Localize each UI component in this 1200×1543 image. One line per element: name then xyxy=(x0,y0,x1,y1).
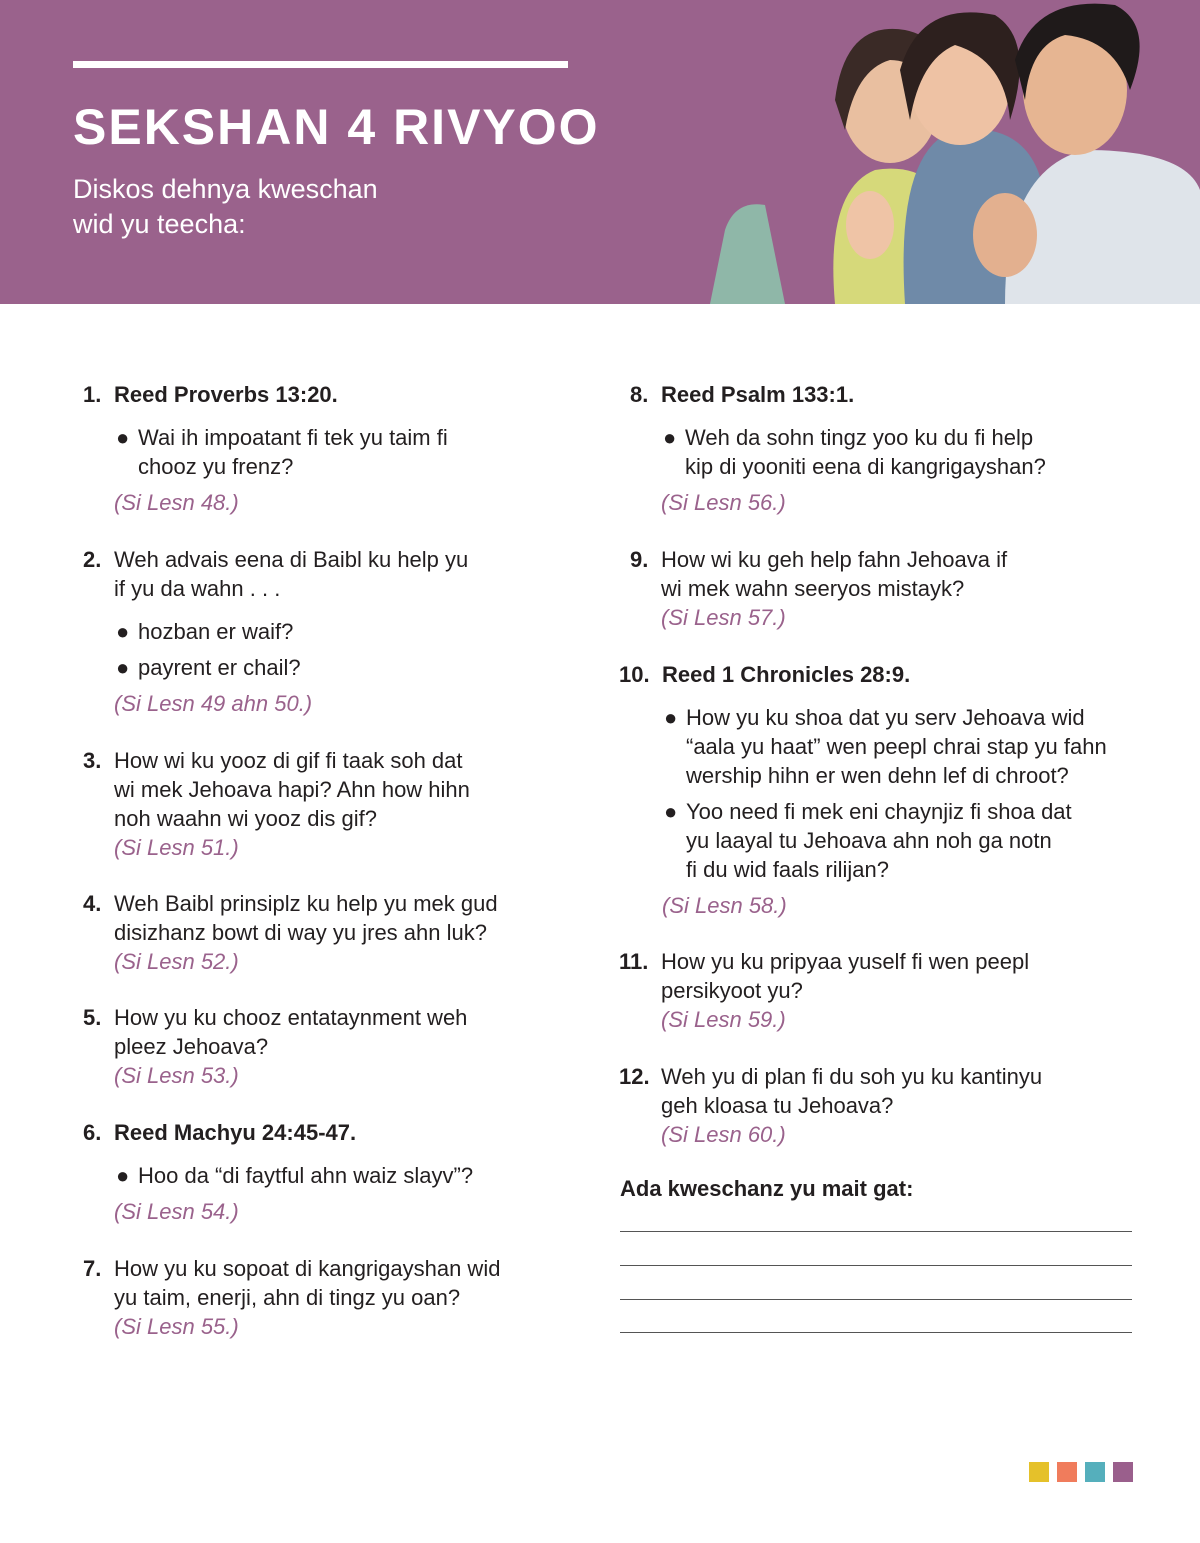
question-6 xyxy=(83,1118,583,1226)
lesson-reference: (Si Lesn 58.) xyxy=(662,893,787,918)
bullet-item xyxy=(664,703,1159,790)
color-square-yellow xyxy=(1029,1462,1049,1482)
page-subtitle xyxy=(73,172,473,242)
bullet-icon: ● xyxy=(116,655,130,680)
color-square-teal xyxy=(1085,1462,1105,1482)
bullet-item xyxy=(116,423,583,481)
question-text: if yu da wahn . . . xyxy=(114,576,281,601)
bullet-icon: ● xyxy=(116,1163,130,1188)
question-number: 7. xyxy=(83,1256,102,1281)
bullet-item xyxy=(116,617,583,646)
question-3 xyxy=(83,746,583,862)
bullet-item xyxy=(116,653,583,682)
question-2 xyxy=(83,545,583,718)
question-text: How wi ku yooz di gif fi taak soh dat xyxy=(114,748,463,773)
question-text: geh kloasa tu Jehoava? xyxy=(661,1093,894,1118)
question-number: 5. xyxy=(83,1005,102,1030)
lesson-reference: (Si Lesn 51.) xyxy=(114,835,239,860)
question-number: 8. xyxy=(630,382,649,407)
family-praying-illustration xyxy=(705,0,1200,304)
question-number: 3. xyxy=(83,748,102,773)
lesson-reference: (Si Lesn 56.) xyxy=(661,490,786,515)
bullet-text: wership hihn er wen dehn lef di chroot? xyxy=(686,763,1069,788)
question-number: 4. xyxy=(83,891,102,916)
writing-line[interactable] xyxy=(620,1299,1132,1300)
bullet-text: yu laayal tu Jehoava ahn noh ga notn xyxy=(686,828,1052,853)
bullet-text: payrent er chail? xyxy=(138,655,301,680)
writing-line[interactable] xyxy=(620,1332,1132,1333)
question-number: 12. xyxy=(619,1064,650,1089)
question-text: Reed 1 Chronicles 28:9. xyxy=(662,662,911,687)
question-text: How yu ku pripyaa yuself fi wen peepl xyxy=(661,949,1030,974)
question-12 xyxy=(619,1062,1119,1149)
bullet-icon: ● xyxy=(664,705,678,730)
color-square-coral xyxy=(1057,1462,1077,1482)
bullet-text: Weh da sohn tingz yoo ku du fi help xyxy=(685,425,1034,450)
question-number: 1. xyxy=(83,382,102,407)
question-text: persikyoot yu? xyxy=(661,978,803,1003)
lesson-reference: (Si Lesn 55.) xyxy=(114,1314,239,1339)
bullet-text: How yu ku shoa dat yu serv Jehoava wid xyxy=(686,705,1085,730)
lesson-reference: (Si Lesn 59.) xyxy=(661,1007,786,1032)
bullet-text: Yoo need fi mek eni chaynjiz fi shoa dat xyxy=(686,799,1072,824)
bullet-text: Wai ih impoatant fi tek yu taim fi xyxy=(138,425,448,450)
question-5 xyxy=(83,1003,583,1090)
bullet-text: kip di yooniti eena di kangrigayshan? xyxy=(685,454,1046,479)
bullet-text: hozban er waif? xyxy=(138,619,294,644)
bullet-text: Hoo da “di faytful ahn waiz slayv”? xyxy=(138,1163,474,1188)
question-text: How yu ku sopoat di kangrigayshan wid xyxy=(114,1256,501,1281)
bullet-item xyxy=(116,1161,583,1190)
question-text: Reed Proverbs 13:20. xyxy=(114,382,338,407)
question-number: 6. xyxy=(83,1120,102,1145)
lesson-reference: (Si Lesn 60.) xyxy=(661,1122,786,1147)
lesson-reference: (Si Lesn 57.) xyxy=(661,605,786,630)
question-number: 10. xyxy=(619,662,650,687)
question-text: pleez Jehoava? xyxy=(114,1034,269,1059)
question-9 xyxy=(630,545,1130,632)
bullet-text: “aala yu haat” wen peepl chrai stap yu fahn xyxy=(686,734,1107,759)
question-text: How yu ku chooz entataynment weh xyxy=(114,1005,468,1030)
bullet-icon: ● xyxy=(116,425,130,450)
question-10 xyxy=(619,660,1159,920)
question-1 xyxy=(83,380,583,517)
bullet-text: fi du wid faals rilijan? xyxy=(686,857,889,882)
color-square-purple xyxy=(1113,1462,1133,1482)
lesson-reference: (Si Lesn 48.) xyxy=(114,490,239,515)
bullet-icon: ● xyxy=(663,425,677,450)
question-text: Weh yu di plan fi du soh yu ku kantinyu xyxy=(661,1064,1043,1089)
subtitle-line: Diskos dehnya kweschan xyxy=(73,174,378,204)
lesson-reference: (Si Lesn 54.) xyxy=(114,1199,239,1224)
question-number: 9. xyxy=(630,547,649,572)
writing-line[interactable] xyxy=(620,1231,1132,1232)
page-title: SEKSHAN 4 RIVYOO xyxy=(73,99,600,155)
bullet-icon: ● xyxy=(664,799,678,824)
question-text: noh waahn wi yooz dis gif? xyxy=(114,806,377,831)
writing-line[interactable] xyxy=(620,1265,1132,1266)
question-text: Weh Baibl prinsiplz ku help yu mek gud xyxy=(114,891,498,916)
bullet-icon: ● xyxy=(116,619,130,644)
bullet-text: chooz yu frenz? xyxy=(138,454,294,479)
section-header xyxy=(0,0,1200,304)
extra-questions-label: Ada kweschanz yu mait gat: xyxy=(620,1176,914,1201)
question-number: 2. xyxy=(83,547,102,572)
question-text: How wi ku geh help fahn Jehoava if xyxy=(661,547,1008,572)
question-number: 11. xyxy=(619,949,649,974)
header-rule xyxy=(73,61,568,68)
lesson-reference: (Si Lesn 53.) xyxy=(114,1063,239,1088)
question-text: wi mek wahn seeryos mistayk? xyxy=(661,576,965,601)
subtitle-line: wid yu teecha: xyxy=(73,209,246,239)
question-text: disizhanz bowt di way yu jres ahn luk? xyxy=(114,920,487,945)
question-8 xyxy=(630,380,1130,517)
question-text: Reed Psalm 133:1. xyxy=(661,382,855,407)
bullet-item xyxy=(664,797,1159,884)
question-text: Weh advais eena di Baibl ku help yu xyxy=(114,547,469,572)
question-4 xyxy=(83,889,583,976)
lesson-reference: (Si Lesn 49 ahn 50.) xyxy=(114,691,313,716)
question-text: yu taim, enerji, ahn di tingz yu oan? xyxy=(114,1285,461,1310)
question-11 xyxy=(619,947,1119,1034)
bullet-item xyxy=(663,423,1130,481)
question-7 xyxy=(83,1254,583,1341)
question-text: Reed Machyu 24:45-47. xyxy=(114,1120,357,1145)
lesson-reference: (Si Lesn 52.) xyxy=(114,949,239,974)
question-text: wi mek Jehoava hapi? Ahn how hihn xyxy=(114,777,470,802)
